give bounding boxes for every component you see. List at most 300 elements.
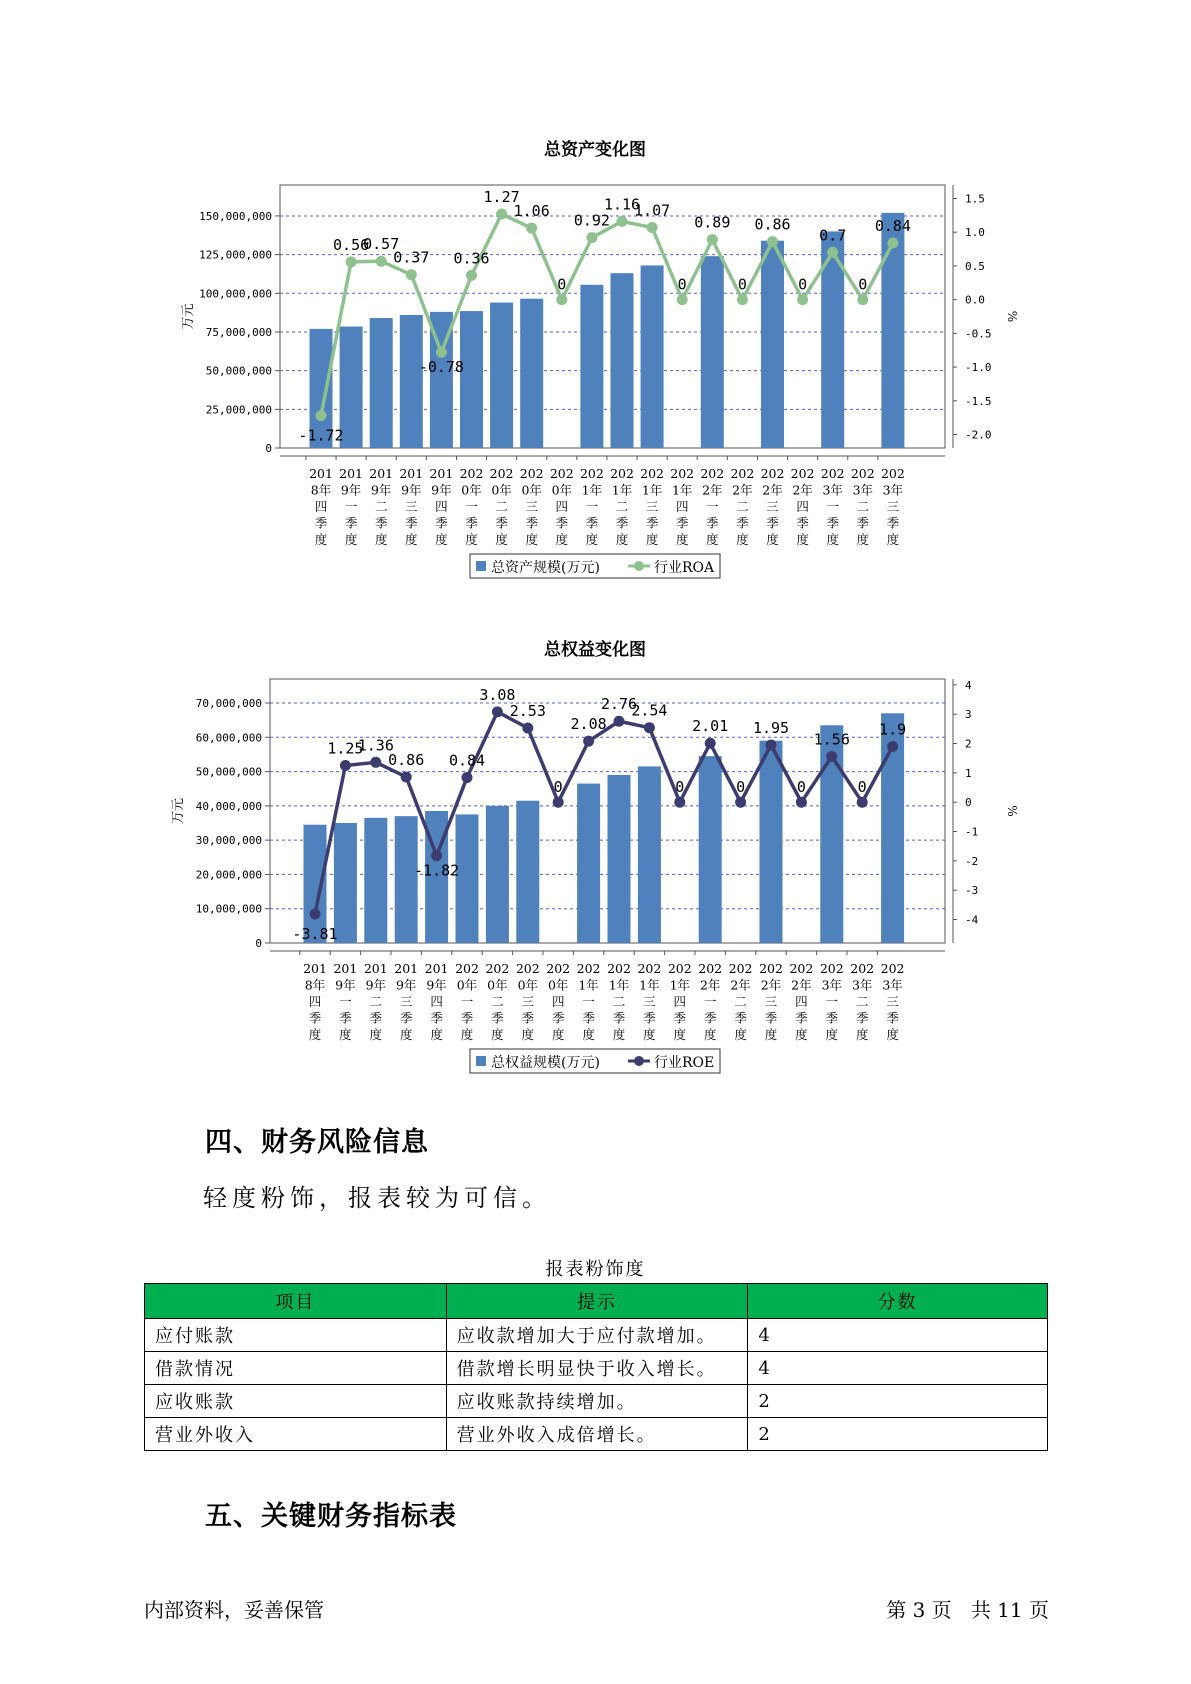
table-header-row [145, 1284, 1048, 1319]
x-tick-label: 202 [515, 961, 540, 976]
data-label: 1.9 [879, 720, 907, 739]
line-point [796, 797, 807, 808]
x-tick-label: 季 [856, 515, 870, 531]
x-tick-label: 二 [734, 994, 747, 1009]
x-tick-label: 202 [880, 466, 905, 481]
x-tick-label: 一 [582, 994, 595, 1009]
x-tick-label: 度 [525, 532, 538, 547]
y2-tick-label: 4 [965, 678, 972, 692]
legend-line-marker [634, 561, 644, 571]
x-tick-label: 1年 [641, 482, 663, 498]
x-tick-label: 201 [369, 466, 394, 481]
legend-line-label: 行业ROE [654, 1055, 715, 1071]
x-tick-label: 201 [394, 961, 419, 976]
x-tick-label: 度 [430, 1027, 443, 1042]
x-tick-label: 度 [645, 532, 659, 547]
x-tick-label: 季 [766, 515, 779, 531]
x-tick-label: 3年 [882, 482, 904, 498]
x-tick-label: 度 [585, 532, 599, 547]
x-tick-label: 202 [728, 961, 753, 976]
x-tick-label: 0年 [551, 482, 573, 498]
line-point [492, 706, 503, 717]
x-tick-label: 一 [460, 994, 474, 1009]
line-point [887, 741, 898, 752]
x-tick-label: 202 [459, 466, 484, 481]
y-tick-label: 50,000,000 [195, 765, 262, 779]
x-tick-label: 度 [465, 532, 478, 547]
x-tick-label: 1年 [608, 977, 630, 993]
x-tick-label: 度 [856, 532, 870, 547]
x-tick-label: 季 [703, 1010, 717, 1026]
x-tick-label: 一 [465, 499, 478, 514]
x-tick-label: 度 [675, 532, 689, 547]
x-tick-label: 季 [886, 515, 900, 531]
x-tick-label: 2年 [792, 482, 813, 498]
line-point [826, 751, 837, 762]
x-tick-label: 一 [825, 994, 839, 1009]
y-tick-label: 70,000,000 [195, 697, 262, 710]
x-tick-label: 201 [399, 466, 424, 481]
line-point [677, 294, 688, 305]
x-tick-label: 度 [495, 532, 508, 547]
x-tick-label: 1年 [611, 482, 633, 498]
x-tick-label: 202 [485, 961, 510, 976]
window-dressing-table [144, 1283, 1048, 1451]
x-tick-label: 2年 [730, 977, 751, 993]
x-tick-label: 202 [700, 466, 725, 481]
column-header: 项目 [145, 1284, 447, 1319]
x-tick-label: 202 [546, 961, 571, 976]
x-tick-label: 一 [706, 499, 719, 514]
data-label: 2.76 [600, 695, 638, 714]
x-tick-label: 3年 [851, 977, 873, 993]
x-tick-label: 202 [549, 466, 574, 481]
x-tick-label: 季 [460, 1010, 474, 1026]
x-tick-label: 3年 [882, 977, 903, 993]
x-tick-label: 0年 [487, 977, 508, 993]
x-tick-label: 三 [886, 994, 899, 1009]
x-tick-label: 度 [736, 532, 749, 547]
y2-tick-label: 1.0 [965, 226, 985, 240]
x-tick-label: 三 [764, 994, 778, 1009]
x-tick-label: 度 [374, 532, 388, 547]
bar [364, 818, 387, 943]
x-tick-label: 202 [519, 466, 544, 481]
x-tick-label: 季 [551, 1010, 565, 1026]
x-tick-label: 3年 [822, 482, 843, 498]
x-tick-label: 一 [344, 499, 358, 514]
y2-tick-label: 1 [965, 766, 972, 780]
data-label: -1.82 [414, 861, 460, 880]
x-tick-label: 度 [582, 1027, 595, 1042]
y-tick-label: 10,000,000 [195, 902, 262, 916]
x-tick-label: 四 [430, 994, 443, 1009]
line-point [370, 757, 381, 768]
x-tick-label: 四 [673, 994, 687, 1009]
data-label: 3.08 [479, 685, 516, 704]
x-tick-label: 季 [796, 515, 809, 531]
data-label: 1.16 [603, 195, 641, 214]
x-tick-label: 一 [826, 499, 839, 514]
x-tick-label: 度 [825, 1027, 839, 1042]
x-tick-label: 二 [855, 994, 869, 1009]
y-tick-label: 150,000,000 [199, 209, 272, 223]
data-label: 0 [675, 778, 685, 797]
y-tick-label: 25,000,000 [205, 403, 272, 417]
score-cell: 2 [748, 1418, 1048, 1451]
x-tick-label: 二 [612, 994, 626, 1009]
data-label: 0 [736, 778, 746, 797]
x-tick-label: 季 [706, 515, 719, 531]
x-tick-label: 2年 [702, 482, 723, 498]
x-tick-label: 季 [736, 515, 749, 531]
x-tick-label: 度 [369, 1027, 383, 1042]
x-tick-label: 9年 [340, 482, 362, 498]
legend-line-marker [634, 1056, 644, 1066]
x-tick-label: 9年 [401, 482, 422, 498]
x-tick-label: 1年 [671, 482, 693, 498]
x-tick-label: 202 [730, 466, 755, 481]
data-label: -1.72 [298, 426, 344, 445]
x-tick-label: 三 [405, 499, 418, 514]
y2-tick-label: -0.5 [965, 327, 992, 341]
x-tick-label: 8年 [304, 977, 326, 993]
x-tick-label: 201 [309, 466, 333, 481]
y-tick-label: 30,000,000 [195, 834, 262, 848]
bar [699, 756, 722, 943]
x-tick-label: 一 [339, 994, 352, 1009]
x-tick-label: 9年 [395, 977, 417, 993]
x-tick-label: 1年 [639, 977, 660, 993]
data-label: 1.07 [634, 201, 671, 220]
x-tick-label: 202 [880, 961, 905, 976]
x-tick-label: 三 [766, 499, 779, 514]
line-point [705, 738, 716, 749]
line-point [767, 236, 778, 247]
x-tick-label: 季 [612, 1010, 626, 1026]
line-point [674, 797, 685, 808]
x-tick-label: 度 [826, 532, 839, 547]
hint-cell: 营业外收入成倍增长。 [446, 1418, 748, 1451]
hint-cell: 借款增长明显快于收入增长。 [446, 1352, 748, 1385]
y2-axis-label: % [1005, 310, 1019, 323]
x-tick-label: 二 [495, 499, 508, 514]
line-point [735, 797, 746, 808]
data-label: 1.95 [752, 719, 790, 737]
line-point [526, 223, 537, 234]
legend-bar-label: 总资产规模(万元) [491, 560, 600, 576]
data-label: 0.7 [819, 226, 847, 245]
x-tick-label: 202 [850, 961, 875, 976]
data-label: 0 [798, 275, 808, 294]
data-label: 2.08 [570, 715, 607, 734]
y-tick-label: 50,000,000 [205, 364, 272, 378]
x-tick-label: 三 [886, 499, 900, 514]
x-tick-label: 度 [886, 532, 900, 547]
x-tick-label: 季 [585, 515, 599, 531]
x-tick-label: 201 [429, 466, 454, 481]
x-tick-label: 9年 [426, 977, 447, 993]
line-point [346, 256, 357, 267]
x-tick-label: 0年 [517, 977, 539, 993]
item-cell: 应收账款 [145, 1385, 447, 1418]
x-tick-label: 四 [314, 499, 328, 514]
line-point [496, 208, 507, 219]
data-label: 2.01 [692, 717, 729, 736]
y-tick-label: 0 [265, 442, 272, 455]
data-label: 0 [796, 778, 806, 797]
x-tick-label: 二 [736, 499, 749, 514]
x-tick-label: 度 [344, 532, 358, 547]
data-label: 0 [858, 275, 868, 294]
y-tick-label: 75,000,000 [205, 325, 272, 339]
data-label: 0 [553, 778, 563, 797]
footer-page-number: 第 3 页 共 11 页 [886, 1598, 1049, 1622]
table-row [145, 1352, 1048, 1385]
x-tick-label: 202 [579, 466, 604, 481]
x-tick-label: 0年 [547, 977, 569, 993]
x-tick-label: 9年 [365, 977, 387, 993]
x-tick-label: 202 [790, 466, 815, 481]
data-label: 0.86 [388, 750, 425, 769]
line-point [556, 294, 567, 305]
y2-tick-label: -3 [965, 884, 979, 898]
bar [490, 303, 513, 448]
x-tick-label: 季 [491, 1010, 504, 1026]
y2-tick-label: -4 [965, 913, 979, 927]
x-tick-label: 202 [576, 961, 601, 976]
x-tick-label: 度 [795, 1027, 808, 1042]
line-point [406, 269, 417, 280]
bar [370, 318, 393, 448]
x-tick-label: 度 [703, 1027, 717, 1042]
x-tick-label: 季 [339, 1010, 352, 1026]
total-assets-chart [0, 0, 1191, 610]
x-tick-label: 201 [333, 961, 358, 976]
x-tick-label: 季 [643, 1010, 656, 1026]
x-tick-label: 季 [369, 1010, 383, 1026]
item-cell: 借款情况 [145, 1352, 447, 1385]
data-label: 1.25 [327, 739, 364, 758]
x-tick-label: 202 [610, 466, 634, 481]
column-header: 分数 [748, 1284, 1048, 1319]
x-tick-label: 202 [820, 466, 845, 481]
y2-tick-label: -2.0 [965, 428, 992, 442]
y2-tick-label: -1.0 [965, 361, 992, 375]
data-label: 0.37 [393, 248, 430, 267]
section-5-heading: 五、关键财务指标表 [205, 1501, 457, 1532]
x-tick-label: 1年 [578, 977, 599, 993]
x-tick-label: 202 [760, 466, 785, 481]
column-header: 提示 [446, 1284, 748, 1319]
total-equity-chart [0, 610, 1191, 1110]
x-tick-label: 202 [698, 961, 723, 976]
x-tick-label: 201 [363, 961, 388, 976]
data-label: 0.36 [453, 249, 490, 268]
line-point [586, 232, 597, 243]
line-point [376, 256, 387, 267]
x-tick-label: 度 [673, 1027, 687, 1042]
x-tick-label: 三 [645, 499, 659, 514]
line-point [401, 771, 412, 782]
x-tick-label: 202 [640, 466, 665, 481]
data-label: 1.27 [483, 187, 520, 206]
line-point [316, 410, 327, 421]
x-tick-label: 202 [789, 961, 814, 976]
x-tick-label: 二 [374, 499, 388, 514]
bar [761, 241, 784, 448]
bar [516, 801, 539, 943]
x-tick-label: 9年 [431, 482, 452, 498]
data-label: 0.57 [363, 235, 400, 254]
x-tick-label: 201 [339, 466, 364, 481]
item-cell: 应付账款 [145, 1319, 447, 1352]
x-tick-label: 1年 [581, 482, 603, 498]
data-label: 1.06 [513, 202, 550, 221]
hint-cell: 应收账款持续增加。 [446, 1385, 748, 1418]
x-tick-label: 度 [706, 532, 719, 547]
risk-summary: 轻度粉饰，报表较为可信。 [203, 1184, 551, 1212]
line-point [707, 234, 718, 245]
x-tick-label: 二 [491, 994, 504, 1009]
x-tick-label: 202 [455, 961, 479, 976]
x-tick-label: 度 [314, 532, 328, 547]
x-tick-label: 四 [308, 994, 322, 1009]
x-tick-label: 度 [612, 1027, 626, 1042]
line-point [887, 237, 898, 248]
x-tick-label: 季 [855, 1010, 869, 1026]
data-label: -3.81 [292, 924, 338, 943]
data-label: 0.56 [333, 235, 370, 254]
y2-tick-label: -1.5 [965, 394, 992, 408]
line-point [797, 294, 808, 305]
y2-tick-label: 0.5 [965, 259, 985, 273]
x-tick-label: 一 [585, 499, 599, 514]
y2-tick-label: 2 [965, 737, 972, 751]
x-tick-label: 季 [399, 1010, 413, 1026]
line-point [522, 722, 533, 733]
x-tick-label: 季 [825, 1010, 839, 1026]
data-label: 0.86 [754, 215, 791, 234]
x-tick-label: 季 [405, 515, 418, 531]
legend-bar-swatch [476, 561, 486, 571]
x-tick-label: 季 [374, 515, 388, 531]
data-label: 0 [857, 778, 867, 797]
x-tick-label: 三 [525, 499, 538, 514]
line-point [827, 247, 838, 258]
line-point [340, 760, 351, 771]
x-tick-label: 四 [555, 499, 569, 514]
x-tick-label: 2年 [760, 977, 782, 993]
x-tick-label: 8年 [310, 482, 332, 498]
bar [577, 784, 600, 943]
x-tick-label: 9年 [370, 482, 392, 498]
x-tick-label: 度 [339, 1027, 352, 1042]
legend-line-label: 行业ROA [654, 560, 715, 576]
x-tick-label: 季 [734, 1010, 747, 1026]
x-tick-label: 度 [491, 1027, 504, 1042]
y-axis-label: 万元 [171, 797, 186, 825]
line-point [857, 797, 868, 808]
y2-tick-label: -2 [965, 854, 979, 868]
legend-bar-label: 总权益规模(万元) [491, 1055, 600, 1071]
data-label: 0.84 [448, 751, 486, 770]
x-tick-label: 一 [703, 994, 717, 1009]
x-tick-label: 季 [673, 1010, 687, 1026]
x-tick-label: 季 [555, 515, 569, 531]
table-caption: 报表粉饰度 [545, 1259, 646, 1280]
x-tick-label: 3年 [821, 977, 843, 993]
y-tick-label: 40,000,000 [195, 799, 262, 813]
x-tick-label: 三 [399, 994, 413, 1009]
hint-cell: 应收款增加大于应付款增加。 [446, 1319, 748, 1352]
x-tick-label: 度 [643, 1027, 656, 1042]
x-tick-label: 季 [430, 1010, 443, 1026]
data-label: 0.89 [694, 213, 731, 232]
x-tick-label: 度 [551, 1027, 565, 1042]
line-point [431, 850, 442, 861]
x-tick-label: 季 [525, 515, 538, 531]
x-tick-label: 1年 [669, 977, 691, 993]
x-tick-label: 季 [521, 1010, 535, 1026]
x-tick-label: 度 [764, 1027, 778, 1042]
x-tick-label: 201 [303, 961, 327, 976]
y2-tick-label: 3 [965, 708, 972, 722]
x-tick-label: 三 [643, 994, 656, 1009]
bar [641, 265, 664, 448]
data-label: 0.84 [874, 216, 911, 235]
x-tick-label: 202 [489, 466, 514, 481]
x-tick-label: 二 [856, 499, 870, 514]
line-point [857, 294, 868, 305]
x-tick-label: 度 [796, 532, 809, 547]
line-point [583, 736, 594, 747]
x-tick-label: 2年 [762, 482, 783, 498]
line-point [647, 222, 658, 233]
x-tick-label: 0年 [456, 977, 478, 993]
score-cell: 4 [748, 1319, 1048, 1352]
x-tick-label: 季 [582, 1010, 595, 1026]
item-cell: 营业外收入 [145, 1418, 447, 1451]
chart-title: 总权益变化图 [544, 640, 646, 660]
x-tick-label: 3年 [852, 482, 874, 498]
data-label: 1.56 [813, 730, 850, 749]
x-tick-label: 2年 [699, 977, 721, 993]
x-tick-label: 季 [615, 515, 629, 531]
x-tick-label: 二 [615, 499, 629, 514]
x-tick-label: 度 [435, 532, 448, 547]
bar [760, 741, 783, 943]
x-tick-label: 季 [675, 515, 689, 531]
x-tick-label: 季 [344, 515, 358, 531]
x-tick-label: 季 [764, 1010, 778, 1026]
y2-tick-label: 0.0 [965, 293, 985, 307]
footer-confidential: 内部资料，妥善保管 [144, 1598, 324, 1622]
x-tick-label: 季 [795, 1010, 808, 1026]
line-point [766, 740, 777, 751]
y-tick-label: 20,000,000 [195, 868, 262, 882]
y-tick-label: 0 [255, 937, 262, 950]
data-label: 2.53 [509, 701, 546, 720]
x-tick-label: 季 [495, 515, 508, 531]
score-cell: 4 [748, 1352, 1048, 1385]
x-tick-label: 度 [766, 532, 779, 547]
section-4-heading: 四、财务风险信息 [205, 1127, 429, 1158]
x-tick-label: 202 [759, 961, 783, 976]
bar [580, 285, 603, 448]
y-axis-label: 万元 [181, 303, 196, 330]
x-tick-label: 202 [637, 961, 662, 976]
